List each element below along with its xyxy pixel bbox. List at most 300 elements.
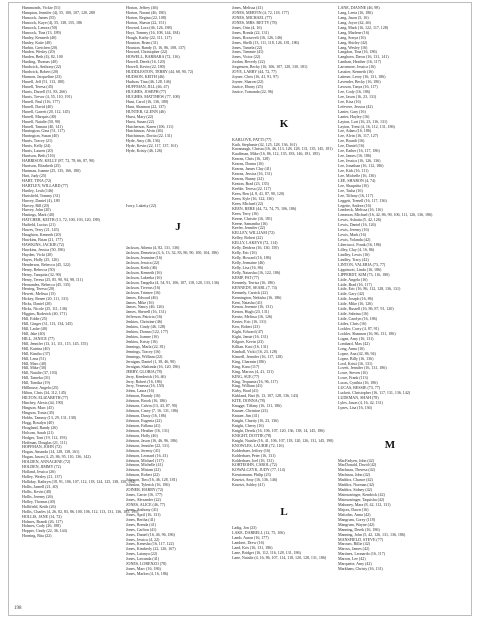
- index-entry: Jordan, Beverly (22): [232, 59, 265, 65]
- index-entry: Lee, Daniel (16): [338, 143, 365, 149]
- index-entry: Lee, James (16, 186): [338, 153, 372, 159]
- index-entry: LUDEMAN, SHAH (78): [338, 395, 379, 401]
- index-entry: Lewis, Yolanda (42): [338, 237, 371, 243]
- index-entry: Manning, Derek (16, 186): [338, 526, 380, 532]
- index-entry: MacDonald, David (42): [338, 462, 377, 468]
- index-entry: JONES, MERVIN (4, 72, 118, 177): [232, 9, 289, 15]
- index-entry: KELLY, LAKEYS (72, 114): [232, 240, 278, 246]
- index-entry: Lewis, Jeremy (16): [338, 227, 369, 233]
- index-entry: Hammonds, Vickie (51): [22, 5, 61, 10]
- section-letter-heading: J: [175, 221, 181, 234]
- index-entry: Hill, Jennifer (13, 31, 111, 115, 145, 155): [22, 340, 88, 346]
- index-entry: Hartman, Joanne (25, 135, 166, 180): [22, 167, 81, 173]
- index-entry: Lang, Mark (16, 122, 117, 128): [338, 24, 389, 30]
- index-entry: Harrell, Tamara (40, 141): [22, 123, 63, 129]
- index-entry: Johnson, Leonard (16, 41): [126, 452, 168, 458]
- index-entry: Lang, Wesley (16): [338, 44, 368, 50]
- index-entry: Holland, Jessica (26): [22, 469, 56, 475]
- index-column-2: [126, 6, 230, 577]
- index-entry: Little, Eric (16, 86, 112, 128, 136, 131): [338, 286, 401, 292]
- index-entry: Lindley, Tracy (42): [338, 256, 369, 262]
- index-entry: Hollis, Jarnell (21, 40): [22, 483, 58, 489]
- index-entry: Lockler, Shannon (16, 86, 131, 186): [338, 330, 396, 336]
- index-entry: Mahoney, Mara (8, 42, 112, 131): [338, 501, 391, 507]
- index-entry: Harvey, Daniel (4), 180: [22, 197, 60, 203]
- index-entry: Hudson, Tina (46, 128, 146): [126, 79, 171, 85]
- index-entry: Little, Gary (42): [338, 291, 365, 297]
- index-entry: Lane, Bridget (16, 112, 116, 128, 131, 186): [232, 549, 301, 555]
- index-entry: Jackson, Tiverus (16): [126, 284, 161, 290]
- index-entry: Johnson, Tylerick (16, 186): [126, 482, 170, 488]
- index-entry: Lang, Leeta (16, 186): [338, 9, 373, 15]
- index-entry: Keefer, Jennifer (22): [232, 225, 265, 231]
- index-entry: Johnson, Michelle (41): [126, 462, 163, 468]
- index-entry: Johnson, Calvin (13, 43, 87, 90): [126, 403, 178, 409]
- index-entry: Holmes, Cody (26, 188): [22, 523, 61, 529]
- index-entry: Harrison, Beth (116): [22, 153, 55, 159]
- index-entry: Hough, Kathy (22, 111, 117): [126, 34, 172, 40]
- index-entry: KEMP, PAT (77): [232, 274, 259, 280]
- index-entry: Jones, Shelli (13, 111, 118, 126, 181, 186): [232, 39, 299, 45]
- index-entry: Hill, Lashe (40): [22, 325, 48, 331]
- index-entry: Kight, Edward (47): [232, 329, 264, 335]
- index-entry: Horton, Jeffrey (46): [126, 5, 158, 10]
- index-entry: Lowe, Steven (16): [338, 370, 368, 376]
- index-entry: Harrell, Garrett (20, 112, 145): [22, 108, 70, 114]
- index-entry: Howell, Derek (16, 120): [126, 59, 165, 65]
- index-entry: Hollis, Kevin (40): [22, 488, 52, 494]
- index-entry: Keen, Kyle (16, 122, 136): [232, 195, 274, 201]
- index-entry: Harrell, Paul (116, 177): [22, 98, 60, 104]
- index-entry: Jefferson, Patricia (16): [126, 314, 163, 320]
- index-entry: Jackson, Lakeeka (16): [126, 274, 162, 280]
- index-entry: Hyde, Kevin (22, 117, 137, 161): [126, 143, 178, 149]
- index-entry: Howell, Kevin (22, 180): [126, 64, 165, 70]
- index-entry: JERRY, GLORIA (78): [126, 368, 162, 374]
- index-entry: HART, TINA (72): [22, 177, 52, 183]
- index-entry: Johns, Laura (16): [126, 388, 154, 394]
- index-entry: HAWKINS, JACKIE (72): [22, 242, 64, 247]
- index-entry: Johnson, Michael (117): [126, 457, 164, 463]
- index-entry: Kath, Stephanie (42, 125, 128, 136, 161): [232, 141, 297, 147]
- index-entry: Hicks, Nicole (25, 111, 136): [22, 306, 68, 312]
- index-entry: Lord, Kristi (16, 131): [338, 360, 373, 366]
- index-entry: Herring, Teresa (20): [22, 286, 55, 292]
- index-entry: Lee, Adam (16, 186): [338, 128, 372, 134]
- index-entry: Killian, Kaci (16, 131): [232, 343, 269, 349]
- index-entry: Lee, Jessica (16, 126, 136): [338, 158, 381, 164]
- index-entry: Jackson, Athena (4, 82, 131, 136): [126, 245, 180, 251]
- index-entry: Jackson, Keith (46): [126, 264, 157, 270]
- index-entry: Henry, Rebecca (50): [22, 266, 55, 272]
- index-entry: Maddox, Chance (42): [338, 477, 373, 483]
- index-entry: Lawson, Tanya (16, 117): [338, 84, 378, 89]
- index-entry: Jones, Jessica (4, 22): [126, 536, 160, 542]
- index-entry: Lewis, Daniel (16, 126): [338, 222, 376, 228]
- index-entry: Kennington, Nekisha (16, 186): [232, 294, 282, 300]
- index-entry: Jackson, Trinnee (16): [126, 289, 161, 295]
- index-entry: Kennedy, Carrick (22): [232, 289, 268, 295]
- index-entry: Hampton, Jennifer (4), 55, 100, 107, 120, 280: [22, 9, 95, 15]
- index-entry: Lang, Marlene (16): [338, 29, 370, 35]
- index-entry: Johnson, Brandy (16): [126, 393, 161, 399]
- index-entry: Harrell, Teresa (45): [22, 84, 54, 89]
- index-entry: Jackson, Demetria (4, 6, 13, 32, 83, 86, 90, 100, 104, 186): [126, 250, 219, 256]
- index-entry: Knight, Charity (16, 23, 136): [232, 418, 279, 423]
- index-entry: Libertucci, Frank (16, 186): [338, 242, 382, 247]
- index-entry: Lee, Jonathan (16, 112, 186): [338, 163, 384, 168]
- index-entry: Kolderbaer, Peter (16, 131): [232, 452, 276, 458]
- index-entry: Kester, Eric (16, 131): [232, 319, 267, 325]
- index-entry: KNOWLES, LAURIE (72, 116): [232, 442, 284, 448]
- index-entry: Kearns, Chris (16, 128): [232, 156, 270, 162]
- index-entry: Kruetzi, Amy (16, 136, 146): [232, 477, 278, 483]
- index-entry: Leggett, Trenell (16, 117, 136): [338, 197, 387, 203]
- index-entry: Hicks, Daniel (20): [22, 301, 52, 307]
- index-entry: Jenkins, Christine (46): [126, 319, 163, 325]
- index-entry: Kauffman, Mike (16, 86, 112, 135, 183, 146, 181, 185): [232, 151, 320, 157]
- index-entry: King, Marcus (4, 41, 131): [232, 368, 274, 374]
- index-entry: Larramore, Jessica (16): [338, 64, 376, 70]
- index-entry: JONES, MICHAEL (77): [232, 14, 272, 20]
- index-entry: Hogg, Rosalyn (40): [22, 419, 54, 425]
- index-entry: Hastings, Mark (40): [22, 212, 55, 218]
- index-entry: Malcolm, Anna (42): [338, 511, 371, 517]
- index-entry: LAKE, DARRELL (12, 75, 106): [232, 529, 285, 535]
- index-entry: Lewis, Mark (16): [338, 232, 366, 238]
- index-column-4: [338, 6, 442, 572]
- index-entry: Hollis, Charles (4, 26, 82, 83, 86, 100, 106, 112, 113, 131, 136, 185, 195): [22, 508, 139, 514]
- index-entry: Lang, Jason (5, 16): [338, 14, 369, 20]
- index-entry: MacFadyen, John (42): [338, 457, 374, 463]
- index-entry: James, Nancy (46, 126): [126, 304, 164, 310]
- index-entry: Little, Joseph (16, 86): [338, 296, 373, 302]
- index-entry: Manning, John (5, 42, 126, 131, 136, 186): [338, 531, 406, 537]
- index-entry: HILL, JANICE (77): [22, 335, 55, 341]
- index-entry: Keen, Ben (4, 8, 41, 87, 90, 120): [232, 190, 285, 196]
- index-entry: Jones, Melissa (41): [232, 5, 263, 10]
- index-entry: Horton, Shawn (22, 151): [126, 19, 166, 25]
- index-entry: Hutcherson, Karen (106, 111): [126, 123, 174, 129]
- index-entry: KORTEOHN, CAROL (72): [232, 462, 277, 468]
- index-entry: Hancock, Kaye (4), 55, 138, 155, 186: [22, 19, 82, 25]
- index-entry: HUGHES, JOSEPH (77): [126, 88, 167, 94]
- index-entry: Machnau, John (42): [338, 472, 370, 478]
- index-entry: Ivory, Lakeity (22): [126, 202, 157, 208]
- index-entry: Kelley, Robert (22): [232, 235, 263, 241]
- index-entry: Maddox, Norman (42): [338, 482, 374, 488]
- index-entry: Hutchinson, Dorita (22, 131): [126, 133, 173, 139]
- index-entry: Kerr, Robert (23): [232, 324, 260, 330]
- index-entry: Jones, Marlon (4, 16, 186): [126, 571, 169, 577]
- index-entry: Hawkins, Jessica (50, 186): [22, 246, 65, 252]
- index-entry: Hobbs, Tammy (13, 29, 131, 138): [22, 414, 76, 420]
- index-entry: Hawes, Terry (21, 145): [22, 227, 59, 233]
- index-entry: Jorgensen, Becky (16, 106, 107, 120, 130, 181): [232, 64, 308, 70]
- index-entry: Jernigan, Daniel (1, 38, 46, 90): [126, 358, 176, 364]
- index-entry: Jones, Tammie (41): [232, 49, 264, 55]
- index-entry: Lavender, Becky (16, 186): [338, 79, 381, 85]
- index-entry: Keeble, Teresa (22, 117): [232, 185, 271, 191]
- index-entry: HARRISON, KELLY (87, 72, 78, 66, 87, 90): [22, 158, 95, 164]
- index-entry: Little, Sabrina (16): [338, 311, 369, 317]
- index-entry: Lee, Tasha (16): [338, 187, 363, 193]
- index-entry: Hill, Lena (51): [22, 355, 46, 361]
- section-letter-heading: M: [384, 438, 396, 451]
- index-entry: Jennings, Marla (22, 81): [126, 343, 165, 349]
- index-entry: MANSFIELD, STEVE (77): [338, 536, 384, 542]
- index-entry: Littles, Chris (16): [338, 321, 367, 326]
- index-entry: Lefevere, Jessica (42): [338, 103, 373, 109]
- index-entry: Harris, Kelly (24): [22, 143, 51, 149]
- index-entry: Hardwick, Anthony (22): [22, 64, 62, 70]
- index-entry: LEE, SHARON (4, 74): [338, 177, 376, 183]
- index-entry: Jones, Daniel (16, 46, 96, 186): [126, 531, 175, 537]
- index-entry: Little, Russell (16, 86, 87, 91, 120): [338, 306, 394, 312]
- index-entry: Horton, Naomi (46, 180): [126, 9, 166, 15]
- index-entry: Markham, Christy (16, 131): [338, 566, 383, 572]
- index-entry: Jones, April (16, 131): [126, 511, 161, 517]
- index-entry: HOFFMAN, JOHN (72): [22, 444, 62, 450]
- index-entry: Lembeck, Melissa (16, 116): [338, 207, 383, 213]
- index-entry: Lang, Sonya (16): [338, 34, 366, 40]
- index-entry: Horning, Rita (22): [22, 533, 52, 539]
- index-entry: Hodges, Toni (19, 112, 193): [22, 434, 67, 440]
- index-entry: Lombard, Max (42): [338, 340, 370, 346]
- index-entry: HUFFMAN, JILL (46, 47): [126, 84, 169, 89]
- index-entry: JOYE, LARRY (44, 72, 77): [232, 69, 277, 75]
- index-entry: Jones, Orin (4, 16): [232, 24, 262, 30]
- index-entry: Lowe, Frank (113): [338, 375, 368, 381]
- index-entry: Legette, Andrea (16): [338, 202, 371, 208]
- index-entry: Lewis, Ashatta (5, 42, 126): [338, 217, 382, 223]
- index-entry: Kimrell, Jennifer (16, 117, 128): [232, 353, 283, 359]
- index-entry: Lippincott, Linda (16, 186): [338, 266, 382, 272]
- index-entry: Holliday, Kathryn (18, 91, 106, 107, 112, 118, 124, 125, 138, 150, 194): [22, 479, 136, 484]
- page-number: 198: [14, 606, 22, 611]
- index-entry: Langdon, Tina (16, 186): [338, 49, 377, 55]
- index-entry: Lang, Joyce (42, 46): [338, 19, 371, 25]
- index-entry: Kavanaugh, Christa (16, 46, 113, 128, 128, 131, 135, 145, 181): [232, 146, 333, 152]
- index-entry: Jones, Anthony (41): [126, 506, 159, 512]
- index-entry: Mainwaringer, Kendrick (42): [338, 492, 385, 498]
- index-entry: James, Mike (16): [126, 299, 154, 305]
- index-entry: Kearns, Donna (16): [232, 161, 264, 167]
- index-entry: KING, SUE (77): [232, 373, 260, 379]
- index-entry: HUNTER, GLENN (46): [126, 108, 166, 114]
- index-entry: Lopez, Billy (16, 136): [338, 355, 374, 361]
- index-entry: Hill, Katrina (40): [22, 345, 50, 351]
- index-entry: Jackson, Jeannine (16): [126, 255, 163, 261]
- index-entry: Hill, Eddie (25): [22, 316, 48, 322]
- index-entry: Lane, Natalie (4, 16, 86, 107, 114, 118, 120, 128, 131, 186): [232, 554, 327, 560]
- index-entry: Harris, Tracey (21): [22, 138, 53, 144]
- index-entry: Jones, Kenesha (16, 117, 122): [126, 541, 174, 547]
- index-entry: Harrell, David (40): [22, 103, 53, 109]
- index-entry: Jones, Lawanda (41): [126, 556, 160, 562]
- index-entry: Hancock, Tina (13, 189): [22, 29, 61, 35]
- index-entry: Hollis, Jeremy (26): [22, 493, 53, 499]
- index-entry: Kelly, Lisa (16, 86): [232, 264, 263, 270]
- index-entry: Little, Carolyn (16, 186): [338, 316, 377, 322]
- index-entry: King, William (41): [232, 383, 263, 389]
- index-entry: Holcom, Sarah (21): [22, 429, 54, 435]
- index-entry: Harris, Darrell (51, 83, 266): [22, 88, 67, 94]
- index-entry: Kelly, Natarsha (16, 122, 186): [232, 269, 281, 275]
- index-entry: Hardwick, Robert (20): [22, 69, 59, 75]
- index-entry: Ladig, Jon (23): [232, 524, 257, 530]
- index-column-3: [232, 6, 336, 560]
- index-entry: Layton, Lori (16, 23, 116, 131): [338, 118, 388, 124]
- index-entry: Hollifield, Keith (26): [22, 503, 56, 509]
- index-entry: Higgins, Roderick (40, 171): [22, 311, 67, 317]
- index-entry: Harbin, Gretchen (20): [22, 44, 58, 50]
- index-entry: Lee, Cody (16, 186): [338, 88, 371, 94]
- index-entry: Hanley, Kenneth (40): [22, 34, 57, 40]
- index-entry: JONES, MRS. BETTY (78): [232, 19, 277, 25]
- index-entry: Jones, Tamela (22): [232, 44, 263, 50]
- index-entry: LIPPERDT, KIM (73, 116, 180): [338, 271, 390, 277]
- index-entry: Kilgore, Kevin (23): [232, 339, 264, 344]
- index-entry: KENNEDY, SEARL (7, 74): [232, 284, 277, 290]
- index-entry: Kent, Natasha (41): [232, 299, 263, 305]
- index-entry: Harrell, Jeff (51, 113, 180): [22, 79, 65, 85]
- index-entry: Hatfield, Lucius (21): [22, 222, 56, 228]
- index-entry: Harding, Thomas (40): [22, 59, 58, 65]
- index-entry: Jones, Brenda (41): [126, 521, 156, 527]
- index-entry: Harrell, Marquis (40): [22, 113, 57, 119]
- index-entry: Kelly, Deidrea (16, 130, 150): [232, 245, 279, 251]
- index-entry: JONES, ALICE (46, 77): [126, 501, 166, 507]
- index-entry: Knagge, Tiffany (16, 131, 186): [232, 403, 282, 409]
- index-entry: Kirby, Brad (41): [232, 388, 259, 394]
- index-entry: Lemmon, Michael (16, 42, 86, 90, 106, 111, 126, 136, 186): [338, 212, 433, 218]
- index-entry: Jones, Victor (22): [232, 54, 261, 60]
- index-entry: Kennedy, Terrisa (16, 186): [232, 279, 275, 285]
- index-entry: Keen, Michael (22): [232, 200, 264, 206]
- index-entry: Justice, Tomanda (22, 96): [232, 88, 274, 94]
- index-entry: Jones, Carlton (41): [126, 526, 157, 532]
- index-entry: Kolderbaer, Joel (16, 131): [232, 457, 274, 463]
- index-entry: Johnson, Holly (46): [126, 432, 158, 438]
- index-entry: Harden, Beth (4), 82, 100: [22, 54, 63, 60]
- index-entry: Justice, Ebony (25): [232, 84, 263, 89]
- index-entry: Hoffman, Douglas (21, 111): [22, 439, 67, 445]
- index-entry: Jernigan, Shalonda (16, 120, 186): [126, 363, 180, 369]
- index-entry: Hopper, Cindy (22, 36, 144): [22, 528, 67, 534]
- index-entry: Harris, Trevor (4, 55, 110, 191): [22, 93, 72, 99]
- index-entry: Holley, Thomas (40): [22, 498, 55, 504]
- index-entry: Johnson, Dusty (16, 186): [126, 413, 167, 419]
- index-entry: Little, Brad (16, 117): [338, 281, 372, 287]
- index-entry: Lucas, Cynthia (16, 186): [338, 380, 378, 386]
- index-entry: Hogan, Jason (4, 25, 86, 95, 110, 136, 142): [22, 454, 91, 460]
- index-entry: Kenon, Hugh (23, 131): [232, 309, 270, 315]
- index-entry: Houston, Randy (5, 16, 86, 108, 137): [126, 44, 186, 50]
- index-entry: Hewett, Melissa (15): [22, 291, 56, 297]
- index-entry: Latimer, Leroy (16, 131, 186): [338, 74, 386, 80]
- index-entry: Hyde, Kristy (46, 126): [126, 148, 163, 154]
- index-entry: Lamb, Aaron (16, 177): [232, 534, 269, 540]
- index-entry: LINTON, VALERIA (73, 77): [338, 261, 386, 267]
- index-entry: Hoyt, Tommy (16, 108, 144, 184): [126, 29, 180, 35]
- index-entry: Jenkins, Cindy (46, 128): [126, 324, 166, 330]
- index-entry: Kreutzmann, Philip (23): [232, 472, 271, 478]
- section-letter-heading: L: [280, 505, 288, 518]
- index-entry: Lee, Alvin (16, 117, 127): [338, 133, 379, 139]
- index-entry: Land, Kris (16, 131, 186): [232, 544, 273, 550]
- index-entry: Kruetzi, Ashley (41): [232, 482, 265, 488]
- index-entry: HUDSON, KEITH (46): [126, 74, 165, 80]
- index-entry: Kelly, Eric (16): [232, 250, 257, 256]
- index-entry: Lindley, Lewis (16): [338, 251, 370, 257]
- index-entry: Harrison, Elizabeth (25): [22, 163, 61, 168]
- index-entry: Long, Anna (16): [338, 345, 365, 351]
- index-entry: Lanier, Hayley (16): [338, 113, 370, 119]
- index-entry: Hingson, Tonia (45): [22, 409, 55, 415]
- index-entry: Lee, Michelle (16, 136): [338, 172, 376, 178]
- index-entry: Horton, Regina (22, 108): [126, 14, 167, 20]
- index-entry: Harrell, Natalie (50, 90): [22, 118, 61, 124]
- index-entry: Hayden, Vicki (20): [22, 251, 53, 257]
- index-entry: Jenkins, Kristy (16): [126, 339, 158, 344]
- index-entry: Johnson, Jennifer (22, 131): [126, 442, 170, 448]
- index-entry: Lang, Shirley (42): [338, 39, 368, 45]
- index-entry: Henry, Teresa (25, 85, 90, 94, 98, 111): [22, 276, 83, 282]
- index-entry: Jenkins, Donna (122, 177): [126, 329, 169, 335]
- index-entry: Mangrum, Wayne (42): [338, 521, 375, 527]
- index-entry: Joyner, Sharon (22): [232, 79, 264, 85]
- index-entry: Hanley, Katie (40): [22, 39, 52, 45]
- index-entry: HUGHES, MATTHEW (77, 108): [126, 93, 180, 99]
- section-letter-heading: K: [279, 117, 289, 130]
- index-entry: KARLOVE, PATTI (77): [232, 136, 272, 142]
- index-entry: Hill, Ginger (31, 113, 134, 145): [22, 321, 73, 326]
- index-entry: LUCAS, BESSIE (73, 77): [338, 385, 381, 391]
- index-entry: Johnson, Jason (16, 46, 96, 186): [126, 437, 178, 443]
- index-entry: KNIGHT, DOTTIE (78): [232, 432, 272, 438]
- index-entry: Johnson, Casey (7, 16, 131, 186): [126, 408, 179, 414]
- index-entry: Hunt, Carol (16, 136, 180): [126, 98, 169, 104]
- index-entry: Hill, Tameka (31): [22, 375, 51, 381]
- index-entry: Kerrin, Melissa (16, 126): [232, 314, 273, 320]
- index-entry: Lovett, Jennifer (16, 131, 186): [338, 365, 387, 371]
- index-entry: Machnau, Theresa (42): [338, 467, 375, 473]
- index-entry: Lee, Kirk (16, 111): [338, 167, 369, 173]
- index-entry: Jackson, Tangelia (4, 54, 91, 106, 107, 118, 120, 133, 136): [126, 279, 220, 285]
- index-entry: HOLDEN, JIMMY (72): [22, 464, 61, 470]
- index-entry: Harrington, Susan (40): [22, 133, 59, 139]
- index-entry: Kearns, Bunny (22): [232, 176, 264, 182]
- index-entry: Hill, Natalie (37, 103): [22, 370, 58, 376]
- index-entry: Hilton, Chris (34, 112, 145): [22, 390, 67, 396]
- index-entry: Kight, Jamie (16, 131): [232, 334, 268, 340]
- index-entry: Lee, Jason (16, 23, 131): [338, 93, 377, 99]
- index-entry: KEEN, REBE (44, 72, 74, 75, 106, 186): [232, 205, 297, 211]
- index-entry: Jerry, Venessa (16, 150): [126, 383, 164, 389]
- index-entry: King, Tequania (16, 96, 117): [232, 378, 278, 384]
- index-entry: Jerry, Robert (16, 186): [126, 378, 162, 384]
- index-entry: Hancock, James (55): [22, 14, 56, 20]
- index-entry: Hinchey, Alexis (44, 190): [22, 400, 63, 405]
- index-entry: Hillhouse, Angela (25): [22, 385, 59, 391]
- index-entry: Keene, Samantha (16): [232, 220, 268, 226]
- index-entry: Holmes, Brandi (26, 117): [22, 518, 63, 524]
- index-entry: Johnson, Brook (16, 186): [126, 398, 167, 404]
- index-entry: Keaton, Brad (23, 135): [232, 181, 269, 186]
- index-entry: Jones, Ronda (22, 131): [232, 29, 269, 35]
- index-entry: HOLLIS, JANE (14, 72): [22, 513, 62, 519]
